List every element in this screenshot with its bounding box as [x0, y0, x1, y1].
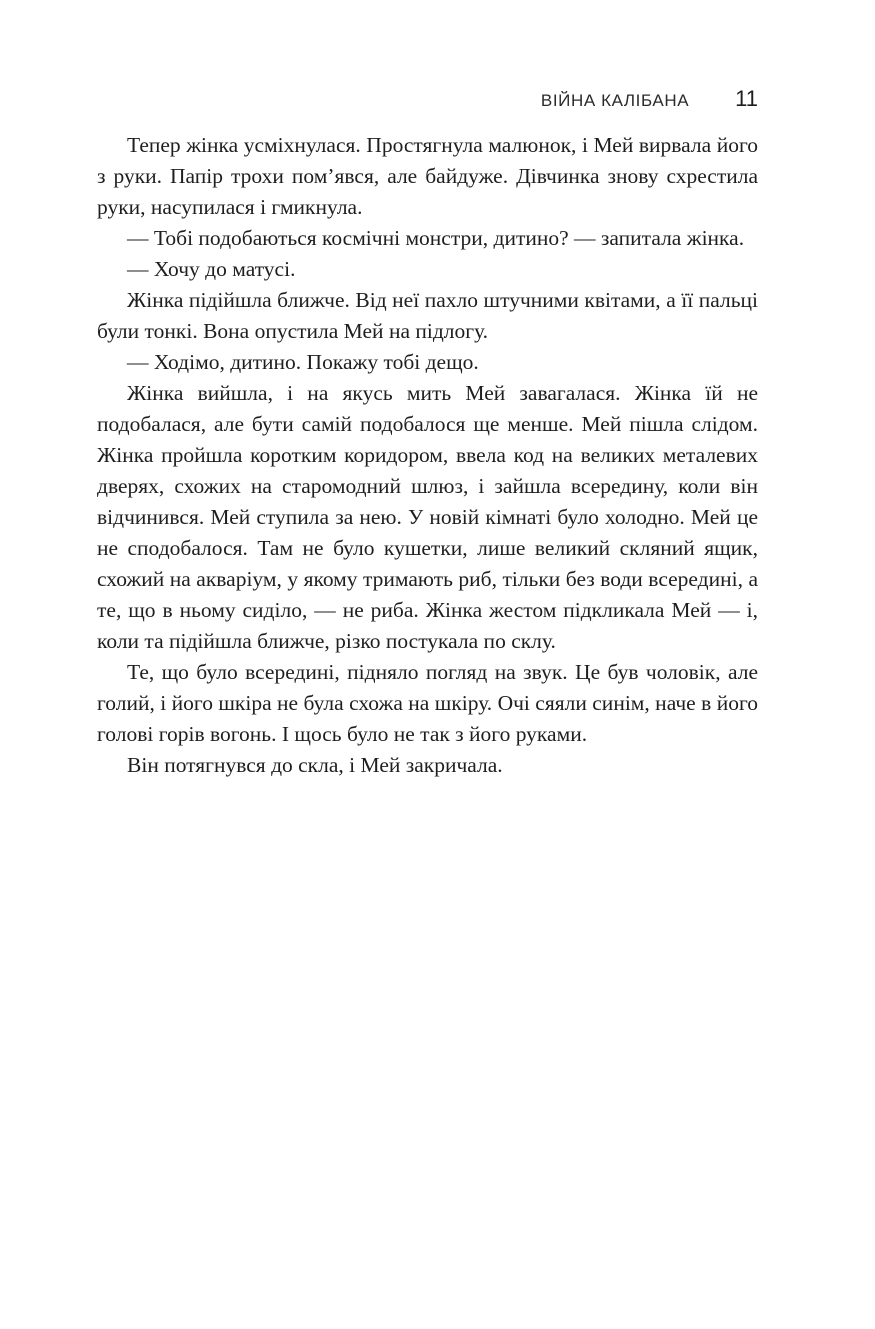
page-header: [97, 86, 758, 112]
page-number: 11: [735, 86, 758, 111]
paragraph: — Хочу до матусі.: [127, 257, 296, 281]
paragraph: — Ходімо, дитино. Покажу тобі дещо.: [127, 350, 479, 374]
paragraph: Він потягнувся до скла, і Мей закричала.: [127, 753, 503, 777]
page-body: [97, 130, 758, 781]
running-title: ВІЙНА КАЛІБАНА: [540, 91, 690, 110]
paragraph: Жінка вийшла, і на якусь мить Мей завагалася. Жінка їй не подобалася, але бути самій подобалося ще менше. Мей пішла слідом. Жінка пройшла коротким коридором, ввела код на великих металевих дверях, схожих на старомодний шлюз, і зайшла всередину, коли він відчинився. Мей ступила за нею. У новій кімнаті було холодно. Мей це не сподобалося. Там не було кушетки, лише великий скляний ящик, схожий на акваріум, у якому тримають риб, тільки без води всередині, а те, що в ньому сиділо, — не риба. Жінка жестом підкликала Мей — і, коли та підійшла ближче, різко постукала по склу.: [97, 381, 758, 653]
paragraph: Жінка підійшла ближче. Від неї пахло штучними квітами, а її пальці були тонкі. Вона опустила Мей на підлогу.: [97, 288, 758, 343]
paragraph: Те, що було всередині, підняло погляд на звук. Це був чоловік, але голий, і його шкіра не була схожа на шкіру. Очі сяяли синім, наче в його голові горів вогонь. І щось було не так з його руками.: [97, 660, 758, 746]
paragraph: — Тобі подобаються космічні монстри, дитино? — запитала жінка.: [127, 226, 745, 250]
paragraph: Тепер жінка усміхнулася. Простягнула малюнок, і Мей вирвала його з руки. Папір трохи пом’явся, але байдуже. Дівчинка знову схрестила руки, насупилася і гмикнула.: [97, 133, 758, 219]
